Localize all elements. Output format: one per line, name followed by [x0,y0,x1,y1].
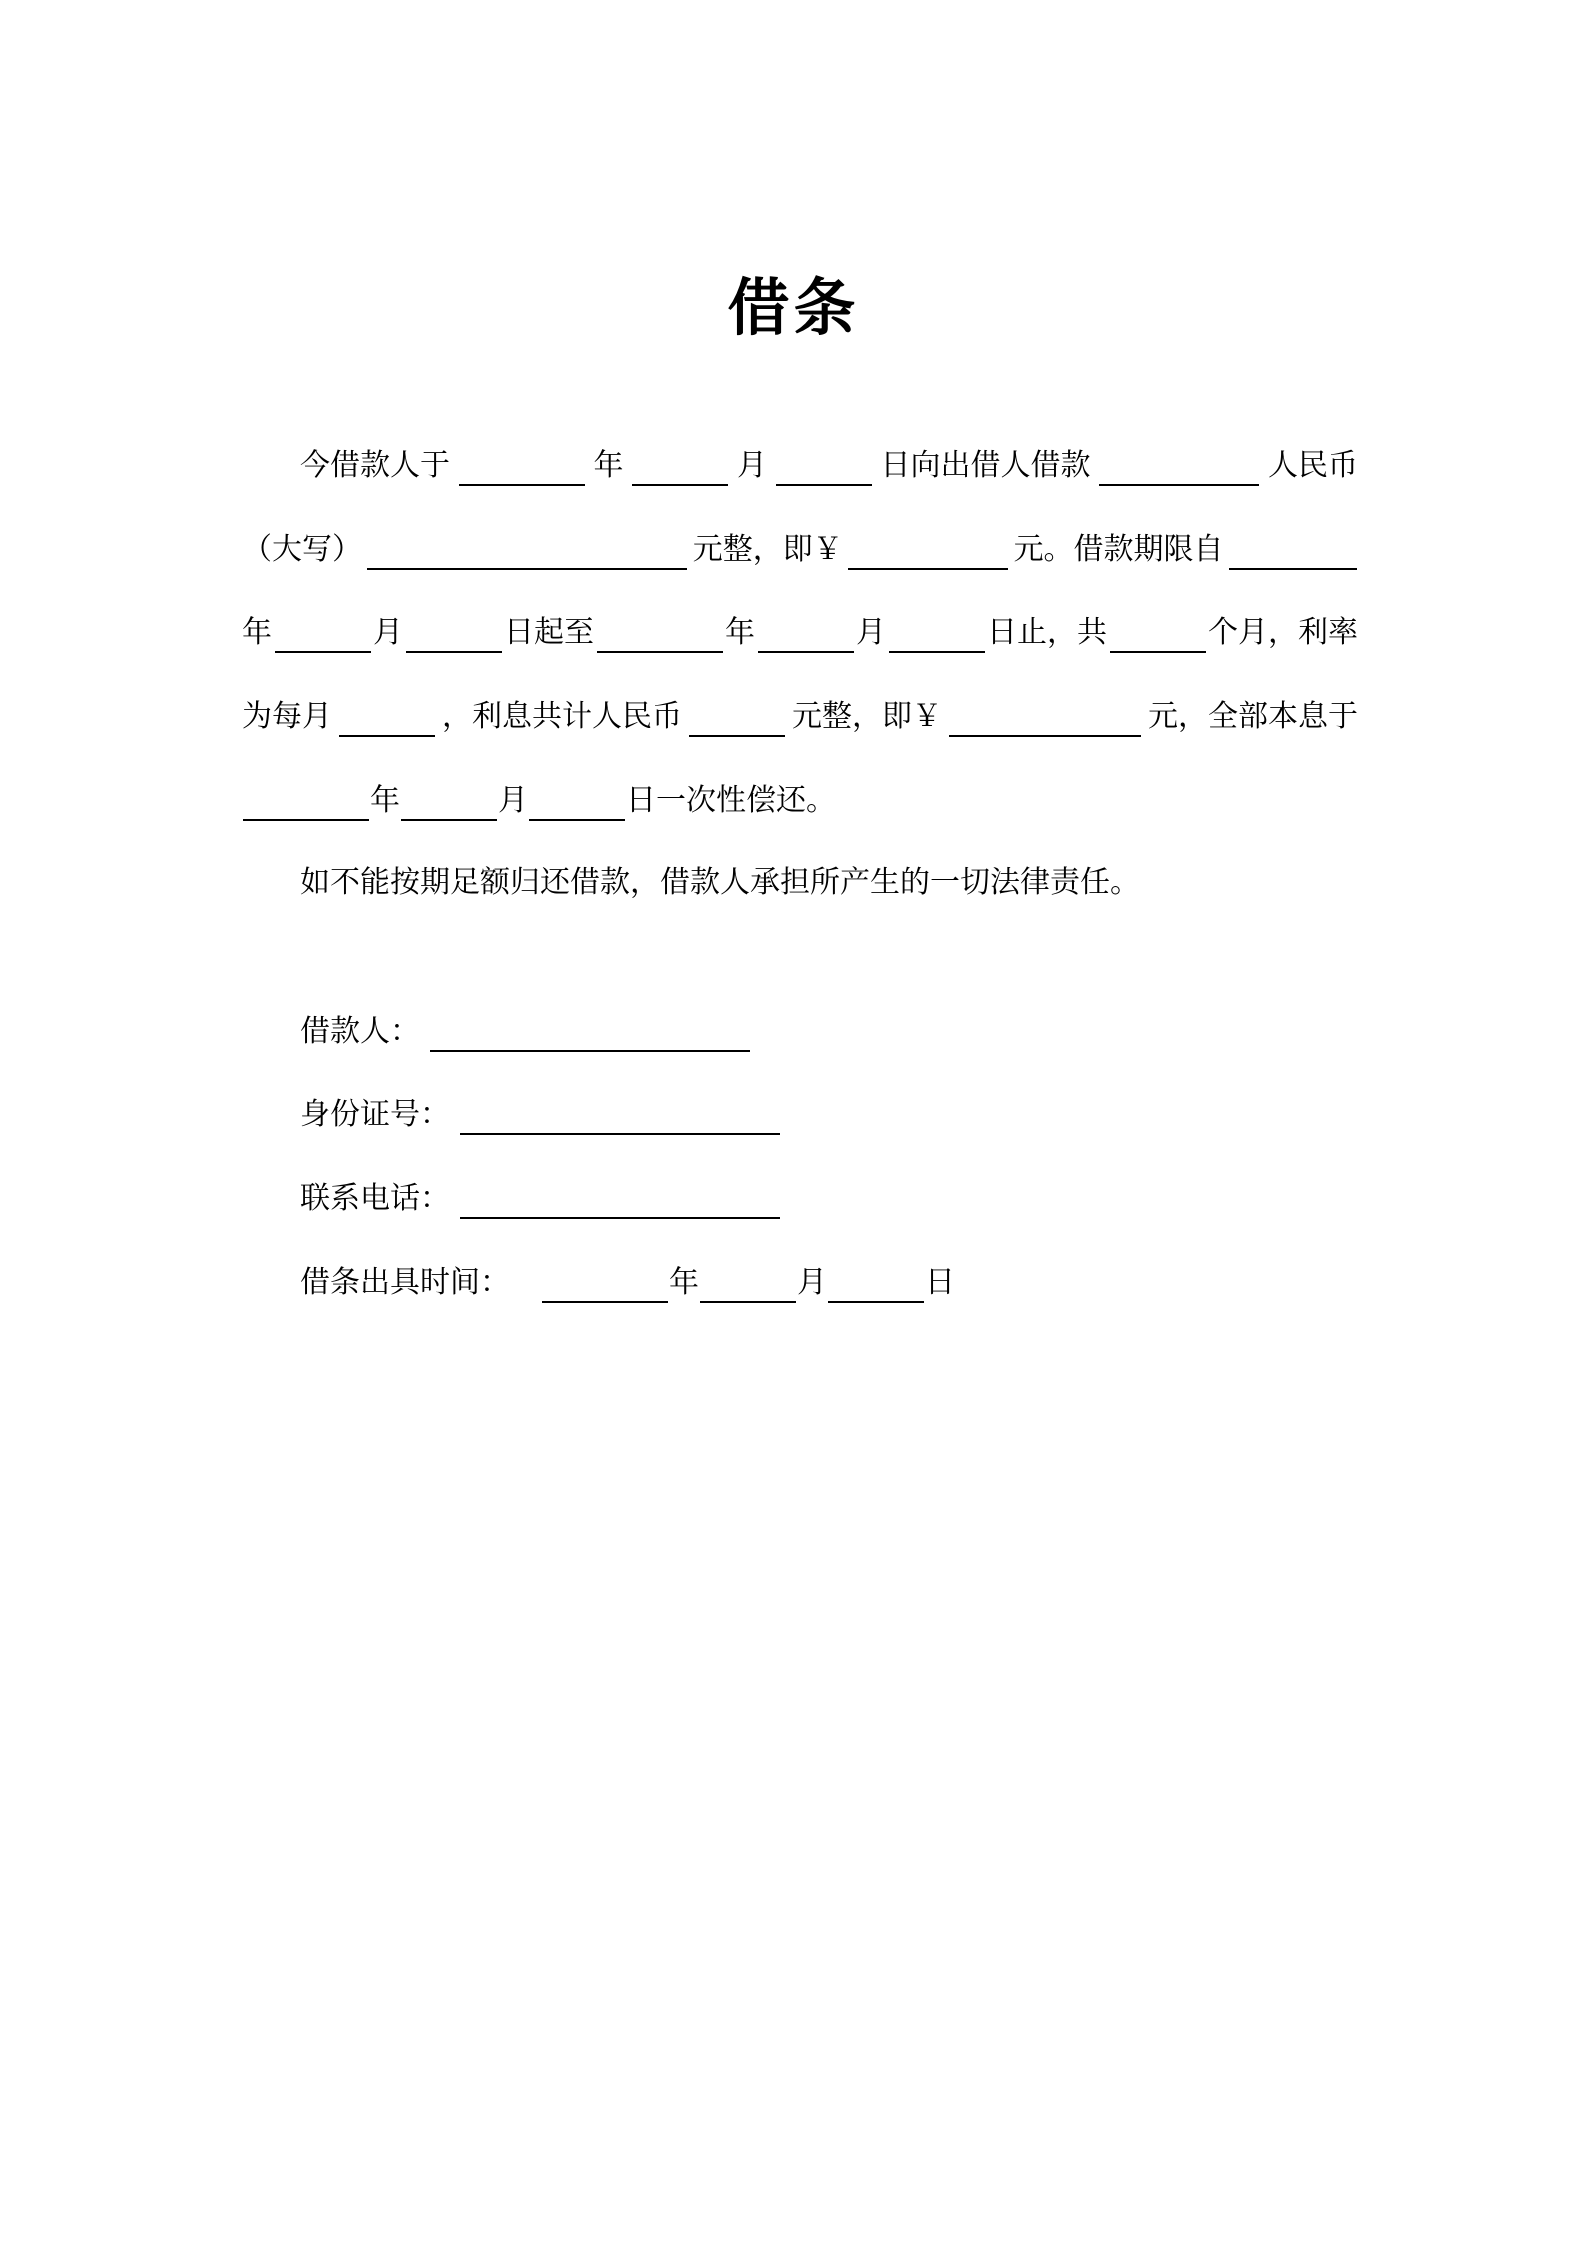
body-line-1 [300,446,1358,486]
repay-day-blank[interactable] [529,789,625,821]
text: 人民币 [1268,448,1358,483]
text: 日向出借人借款 [880,448,1091,483]
phone-label: 联系电话： [300,1181,450,1216]
text: 月 [737,448,767,483]
text: ，利息共计人民币 [442,699,682,734]
repay-month-blank[interactable] [401,789,497,821]
repay-year-blank[interactable] [243,789,369,821]
issue-year-blank[interactable] [542,1271,668,1303]
amount-numeric-blank[interactable] [848,538,1008,570]
text: 日止，共 [987,615,1107,650]
interest-numeric-blank[interactable] [949,705,1141,737]
term-start-day-blank[interactable] [406,621,502,653]
loan-year-blank[interactable] [459,454,585,486]
body-line-4 [242,697,1358,737]
id-number-blank[interactable] [460,1103,780,1135]
borrower-blank[interactable] [430,1020,750,1052]
text: 日起至 [504,615,594,650]
text: 年 [725,615,755,650]
loan-day-blank[interactable] [776,454,872,486]
text: 月 [373,615,403,650]
interest-uppercase-blank[interactable] [689,705,785,737]
text: 月 [797,1265,827,1300]
id-row [300,1095,781,1135]
text: 年 [669,1265,699,1300]
id-label: 身份证号： [300,1097,450,1132]
text: 今借款人于 [300,448,450,483]
text: 个月，利率 [1208,615,1358,650]
borrower-label: 借款人： [300,1014,420,1049]
phone-blank[interactable] [460,1187,780,1219]
body-line-3 [242,613,1358,653]
amount-uppercase-blank[interactable] [367,538,687,570]
borrower-row [300,1012,751,1052]
document-title: 借条 [727,271,860,344]
text: 为每月 [242,699,332,734]
text: 日 [925,1265,955,1300]
text: 年 [242,615,272,650]
term-months-blank[interactable] [1110,621,1206,653]
text: 月 [498,783,528,818]
term-end-year-blank[interactable] [597,621,723,653]
issue-month-blank[interactable] [700,1271,796,1303]
term-start-month-blank[interactable] [275,621,371,653]
lender-name-blank[interactable] [1099,454,1259,486]
text: 年 [593,448,624,483]
issue-date-row [300,1263,955,1303]
text: （大写） [242,532,362,567]
body-line-2 [242,530,1358,570]
term-start-year-blank[interactable] [1229,538,1357,570]
text: 如不能按期足额归还借款，借款人承担所产生的一切法律责任。 [300,865,1140,900]
text: 月 [856,615,886,650]
term-end-day-blank[interactable] [889,621,985,653]
issue-date-label: 借条出具时间： [300,1265,510,1300]
issue-day-blank[interactable] [828,1271,924,1303]
text: 元整，即￥ [792,699,942,734]
monthly-rate-blank[interactable] [339,705,435,737]
body-line-5 [242,781,1358,821]
text: 日一次性偿还。 [626,783,836,818]
phone-row [300,1179,781,1219]
text: 年 [370,783,400,818]
liability-clause [300,863,1358,903]
term-end-month-blank[interactable] [758,621,854,653]
text: 元，全部本息于 [1148,699,1358,734]
text: 元。借款期限自 [1013,532,1224,567]
loan-month-blank[interactable] [632,454,728,486]
text: 元整，即￥ [692,532,843,567]
